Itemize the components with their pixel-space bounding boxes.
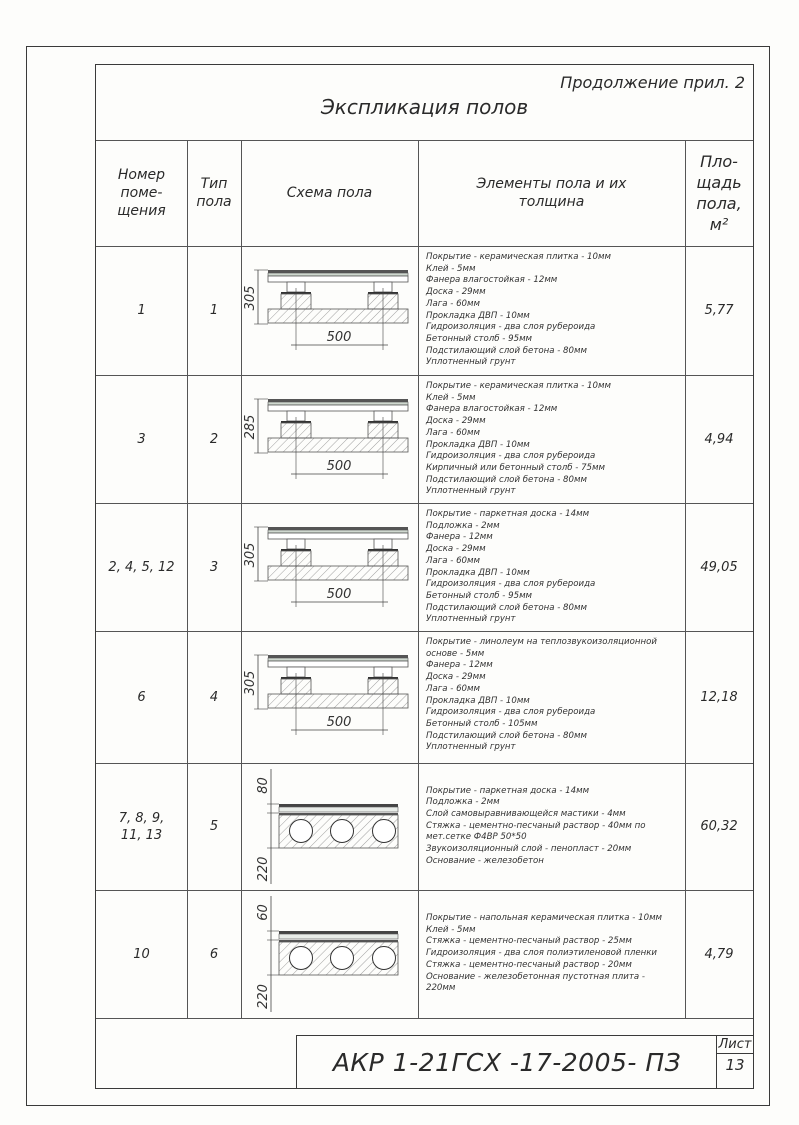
- plywood-layer: [268, 273, 408, 276]
- floor-element-line: Покрытие - керамическая плитка - 10мм: [426, 381, 611, 391]
- room-number: 10: [133, 946, 150, 962]
- floor-element-line: Доска - 29мм: [426, 287, 486, 298]
- header-floor-area: [685, 140, 753, 246]
- room-number-cell: [96, 246, 187, 375]
- concrete-base: [268, 309, 408, 323]
- screed-layer: [279, 934, 398, 939]
- header-text-line: м²: [709, 215, 729, 234]
- header-room-number: [96, 140, 187, 246]
- floor-element-line: Прокладка ДВП - 10мм: [426, 567, 530, 578]
- floor-area-cell: [685, 890, 753, 1018]
- floor-element-line: Гидроизоляция - два слоя рубероида: [426, 451, 596, 462]
- floor-element-line: Фанера влагостойкая - 12мм: [426, 404, 558, 415]
- floor-element-line: Покрытие - керамическая плитка - 10мм: [426, 252, 611, 262]
- slab-void: [373, 947, 396, 970]
- drawing-frame: [95, 64, 754, 1089]
- floor-element-line: Лага - 60мм: [426, 555, 480, 566]
- finish-layer: [268, 655, 408, 658]
- bottom-dimension-label: 220: [256, 984, 271, 1009]
- floor-scheme-drawing: [241, 503, 418, 631]
- concrete-base: [268, 566, 408, 580]
- column-rule: [418, 140, 419, 1018]
- floor-type: 4: [209, 689, 219, 705]
- floor-element-line: Стяжка - цементно-песчаный раствор - 25мм: [426, 936, 632, 947]
- finish-layer: [268, 270, 408, 273]
- floor-scheme-drawing: [241, 631, 418, 763]
- floor-area: 5,77: [704, 303, 734, 318]
- header-text-line: Элементы пола и их: [476, 176, 627, 192]
- finish-layer: [279, 931, 398, 934]
- floor-area-cell: [685, 246, 753, 375]
- floor-elements-list: [426, 913, 662, 995]
- top-dimension-label: 80: [256, 777, 271, 794]
- floor-element-line: Стяжка - цементно-песчаный раствор - 20мм: [426, 959, 632, 970]
- floor-type: 2: [209, 431, 219, 447]
- floor-scheme-drawing: [241, 890, 418, 1018]
- floor-element-line: Бетонный столб - 95мм: [426, 333, 533, 344]
- room-number: 7, 8, 9,: [118, 810, 165, 826]
- floor-element-line: Клей - 5мм: [426, 392, 476, 403]
- floor-element-line: 220мм: [426, 983, 456, 994]
- floor-element-line: Гидроизоляция - два слоя рубероида: [426, 707, 596, 718]
- floor-element-line: Покрытие - паркетная доска - 14мм: [426, 509, 590, 519]
- floor-element-line: Уплотненный грунт: [426, 486, 516, 497]
- height-dimension-label: 285: [243, 414, 258, 440]
- floor-element-line: Доска - 29мм: [426, 672, 486, 683]
- floor-element-line: Доска - 29мм: [426, 544, 486, 555]
- screed-layer: [279, 807, 398, 812]
- floor-element-line: Подстилающий слой бетона - 80мм: [426, 345, 587, 356]
- document-code: АКР 1-21ГСХ -17-2005- ПЗ: [332, 1048, 682, 1077]
- header-text-line: пола: [196, 194, 232, 210]
- floor-area-cell: [685, 763, 753, 890]
- slab-void: [331, 947, 354, 970]
- floor-type-cell: [187, 763, 241, 890]
- height-dimension-label: 305: [243, 285, 258, 311]
- span-dimension-label: 500: [326, 715, 352, 730]
- floor-element-line: Подстилающий слой бетона - 80мм: [426, 602, 587, 613]
- room-number-cell: [96, 503, 187, 631]
- bottom-dimension-label: 220: [256, 856, 271, 882]
- floor-scheme-drawing: [241, 375, 418, 503]
- room-number: 2, 4, 5, 12: [108, 559, 175, 575]
- room-number: 11, 13: [120, 827, 163, 843]
- floor-area-cell: [685, 631, 753, 763]
- concrete-base: [268, 438, 408, 452]
- sheet-label: Лист: [716, 1036, 754, 1054]
- floor-elements-list: [426, 252, 611, 369]
- finish-layer: [268, 399, 408, 402]
- concrete-base: [268, 694, 408, 708]
- floor-element-line: Кирпичный или бетонный столб - 75мм: [426, 462, 605, 473]
- floor-scheme-drawing: [241, 763, 418, 890]
- slab-void: [290, 820, 313, 843]
- floor-element-line: Основание - железобетонная пустотная плита -: [426, 971, 645, 982]
- floor-element-line: Лага - 60мм: [426, 298, 480, 309]
- floor-element-line: Гидроизоляция - два слоя рубероида: [426, 322, 596, 333]
- floor-element-line: Слой самовыравнивающейся мастики - 4мм: [426, 808, 626, 819]
- floor-element-line: Гидроизоляция - два слоя полиэтиленовой пленки: [426, 948, 658, 959]
- header-floor-elements: [418, 140, 685, 246]
- floor-element-line: Бетонный столб - 95мм: [426, 590, 533, 601]
- height-dimension-label: 305: [243, 670, 258, 696]
- header-text-line: Тип: [200, 176, 228, 192]
- floor-area: 4,79: [704, 946, 734, 962]
- floor-type-cell: [187, 246, 241, 375]
- room-number: 3: [137, 431, 146, 447]
- floor-type-cell: [187, 631, 241, 763]
- floor-element-line: Покрытие - паркетная доска - 14мм: [426, 785, 590, 796]
- header-text-line: Пло-: [700, 152, 738, 171]
- floor-element-line: Лага - 60мм: [426, 683, 480, 694]
- floor-type: 3: [209, 559, 219, 575]
- floor-element-line: Фанера - 12мм: [426, 660, 493, 671]
- floor-element-line: Уплотненный грунт: [426, 742, 516, 753]
- header-text-line: щадь: [696, 173, 742, 192]
- floor-elements-list: [426, 786, 645, 868]
- floor-element-line: Лага - 60мм: [426, 427, 480, 438]
- floor-area: 12,18: [700, 689, 738, 705]
- span-dimension-label: 500: [326, 330, 352, 345]
- floor-element-line: Уплотненный грунт: [426, 614, 516, 625]
- room-number: 1: [137, 303, 146, 318]
- room-number-cell: [96, 631, 187, 763]
- room-number-cell: [96, 763, 187, 890]
- page-title: Экспликация полов: [320, 95, 529, 119]
- plywood-layer: [268, 658, 408, 661]
- floor-element-line: Покрытие - линолеум на теплозвукоизоляционной: [426, 637, 657, 647]
- floor-type-cell: [187, 375, 241, 503]
- floor-area: 4,94: [704, 431, 734, 447]
- board-layer: [268, 533, 408, 539]
- floor-type-cell: [187, 890, 241, 1018]
- slab-void: [290, 947, 313, 970]
- room-number-cell: [96, 890, 187, 1018]
- floor-element-line: Уплотненный грунт: [426, 357, 516, 368]
- board-layer: [268, 405, 408, 411]
- finish-layer: [268, 527, 408, 530]
- floor-element-line: Прокладка ДВП - 10мм: [426, 695, 530, 706]
- floor-element-line: Подстилающий слой бетона - 80мм: [426, 730, 587, 741]
- floor-element-line: Основание - железобетон: [426, 855, 544, 866]
- floor-element-line: Бетонный столб - 105мм: [426, 718, 538, 729]
- floor-area: 49,05: [700, 559, 738, 575]
- title-block: [296, 1035, 754, 1088]
- floor-element-line: Покрытие - напольная керамическая плитка - 10мм: [426, 913, 663, 924]
- floor-elements-list: [426, 637, 657, 754]
- floor-element-line: Фанера влагостойкая - 12мм: [426, 275, 558, 286]
- floor-element-line: Доска - 29мм: [426, 416, 486, 427]
- board-layer: [268, 661, 408, 667]
- floor-area-cell: [685, 503, 753, 631]
- floor-scheme-drawing: [241, 246, 418, 375]
- floor-type: 6: [209, 946, 219, 962]
- height-dimension-label: 305: [243, 542, 258, 568]
- floor-element-line: Стяжка - цементно-песчаный раствор - 40мм по: [426, 820, 646, 831]
- span-dimension-label: 500: [326, 587, 352, 602]
- floor-element-line: Подстилающий слой бетона - 80мм: [426, 474, 587, 485]
- floor-area-cell: [685, 375, 753, 503]
- floor-element-line: Звукоизоляционный слой - пенопласт - 20мм: [426, 844, 632, 855]
- top-dimension-label: 60: [256, 904, 271, 921]
- header-text: Схема пола: [286, 185, 373, 201]
- floor-element-line: Клей - 5мм: [426, 263, 476, 274]
- span-dimension-label: 500: [326, 459, 352, 474]
- floor-element-line: основе - 5мм: [426, 648, 485, 659]
- header-floor-scheme: [241, 140, 418, 246]
- slab-void: [331, 820, 354, 843]
- floor-type-cell: [187, 503, 241, 631]
- header-text-line: щения: [117, 203, 166, 219]
- floor-elements-list: [426, 509, 595, 626]
- header-text-line: Номер: [117, 167, 166, 183]
- floor-element-line: Клей - 5мм: [426, 924, 476, 935]
- floor-elements-list: [426, 381, 611, 498]
- header-floor-type: [187, 140, 241, 246]
- continuation-note: Продолжение прил. 2: [560, 73, 745, 92]
- floor-element-line: мет.сетке Ф4ВР 50*50: [426, 832, 527, 843]
- header-text-line: толщина: [518, 194, 585, 210]
- room-number-cell: [96, 375, 187, 503]
- floor-element-line: Подложка - 2мм: [426, 797, 500, 808]
- floor-element-line: Гидроизоляция - два слоя рубероида: [426, 579, 596, 590]
- room-number: 6: [137, 689, 146, 705]
- floor-element-line: Фанера - 12мм: [426, 532, 493, 543]
- board-layer: [268, 276, 408, 282]
- floor-type: 1: [209, 303, 219, 318]
- plywood-layer: [268, 530, 408, 533]
- header-text-line: поме-: [120, 185, 163, 201]
- floor-element-line: Прокладка ДВП - 10мм: [426, 439, 530, 450]
- slab-void: [373, 820, 396, 843]
- sheet-box: [716, 1036, 754, 1089]
- floor-element-line: Прокладка ДВП - 10мм: [426, 310, 530, 321]
- finish-layer: [279, 804, 398, 807]
- sheet-number: 13: [725, 1056, 745, 1074]
- floor-type: 5: [209, 819, 219, 834]
- header-text-line: пола,: [696, 194, 742, 213]
- table-rule: [96, 1018, 753, 1019]
- floor-element-line: Подложка - 2мм: [426, 520, 500, 531]
- floor-area: 60,32: [700, 819, 738, 834]
- plywood-layer: [268, 402, 408, 405]
